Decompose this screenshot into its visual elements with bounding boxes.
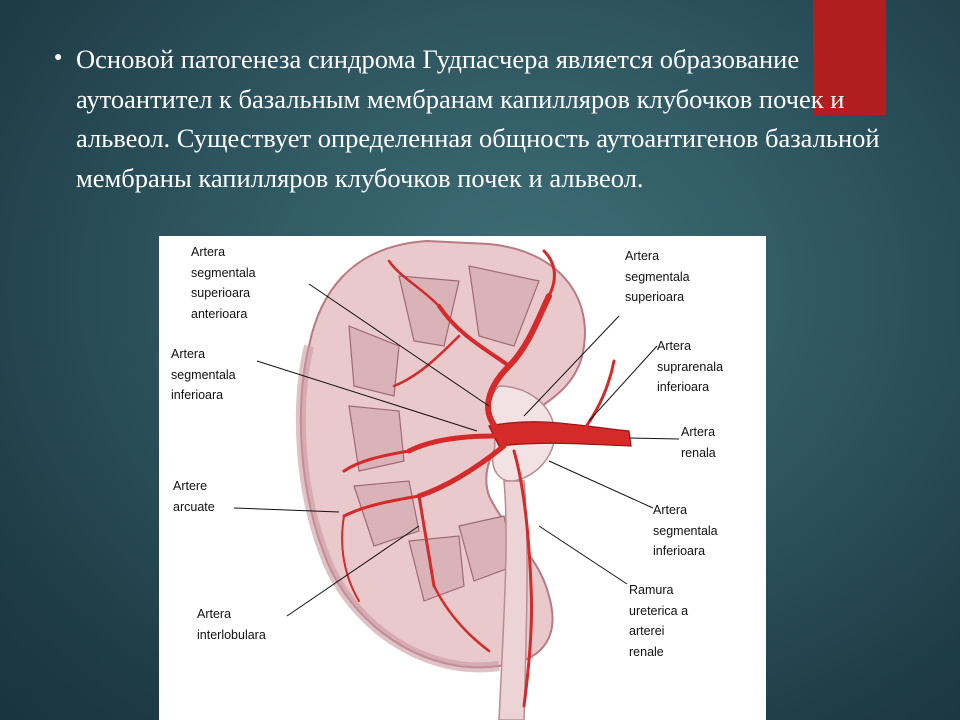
label-segmental-superior-right: Artera segmentala superioara [625,249,690,304]
label-suprarenal-inferior: Artera suprarenala inferioara [657,339,724,394]
label-segmental-superior-anterior: Artera segmentala superioara anterioara [191,245,256,321]
kidney-artery-diagram [159,236,766,720]
label-ureteric-branch: Ramura ureterica a arterei renale [629,583,689,659]
label-renal-artery: Artera renala [681,425,716,460]
label-segmental-inferior-left: Artera segmentala inferioara [171,347,236,402]
bullet-paragraph [54,40,904,198]
label-arcuate-arteries: Artere arcuate [173,479,215,514]
bullet-icon: ● [54,50,63,65]
label-interlobular-artery: Artera interlobulara [197,607,266,642]
bullet-text: Основой патогенеза синдрома Гудпасчера является образование аутоантител к базальным мембранам капилляров клубочков почек и альвеол. Существует определенная общность аутоантигенов базальной мембраны капилляров клубочков почек и альвеол. [76,44,880,193]
renal-artery-trunk [489,422,631,446]
label-segmental-inferior-right: Artera segmentala inferioara [653,503,718,558]
